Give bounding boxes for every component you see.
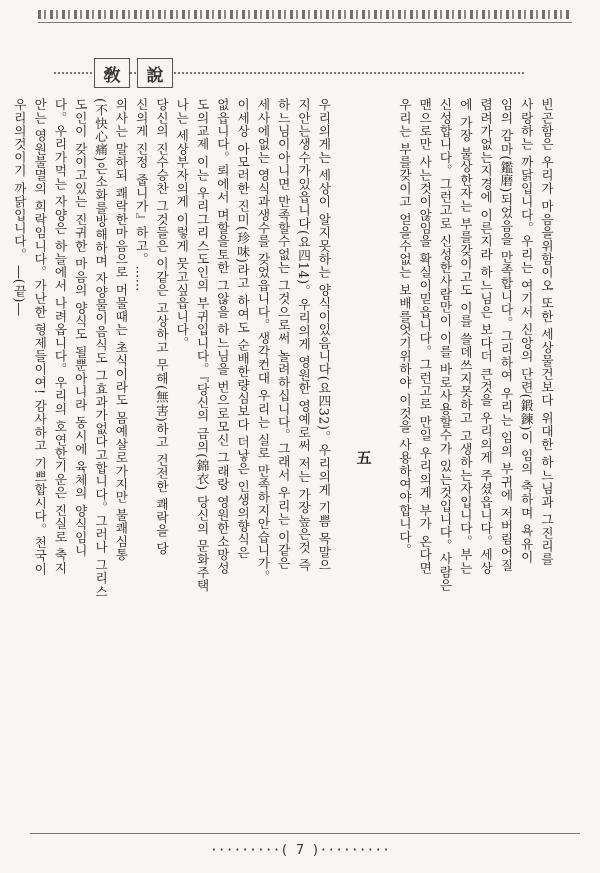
text-column: 하느님이아니면 만족할수없는 그것으로써 놀려하십니다。그래서 우리는 이같은 [275,98,291,570]
section-title [54,58,524,88]
text-column: 사랑하는 까닭입니다。우리는 여기서 신앙의 단련(鍛鍊)이 임의 축하며 욕유이 [518,98,534,564]
text-column: 임의 감마(鑑磨)되었음을 만족합니다。그리하여 우리는 임의 부귀에 저버림어질 [498,98,514,573]
text-column: 지안는생수가있읍니다(요四14)。우리의게 영원한 영예로써 저는 가장높은것 즉 [296,98,312,572]
vertical-text-block [11,98,556,818]
text-column: 렴려가없는지경에 이른지라 하느님은 보다더 큰것을 우리의게 주셨읍니다。세상 [478,98,494,575]
text-column: 신성합니다。그런고로 신성한사람만이 이를 바로사용할수가 있는것입니다。사람은 [437,98,453,592]
text-column: 나는 세상부자의게 이렇게 뭇고싶읍니다。 [174,98,190,350]
text-column: 우리의게는 세상이 알지못하는 양식이있음니다(요四32)。우리의게 기쁨 목말으 [316,98,332,572]
text-column: 신의게 진정 줍니가』하고。…… [133,98,149,292]
text-column: 없읍니다。뢰에서 며할을토한 그않을 하느님을 번으로모신 그래랑 영원한소망성 [214,98,230,575]
text-column: 도인이 갖이고있는 진귀한 마음의 양식도 될뿐아니라 동시에 육체의 양식임니 [72,98,88,558]
text-column: 세사에없는 영식과생수를 갖었읍니다。생각컨대 우리는 실로 만족하지안습니가。 [255,98,271,584]
top-rule [38,22,572,23]
text-column: 맨으로만 사는것이않임을 확실이믿읍니다。그런고로 만일 우리의게 부가 온다면 [417,98,433,575]
page-number: ·········( 7 )········· [209,843,390,858]
text-column: 빈곤함은 우리가 마음을위함이오 또한 세상물건보다 위대한 하느님과 그진리를 [539,98,554,566]
text-column: 우리의것이기 까닭입니다。 ―(끝)― [11,98,27,317]
text-column: 안는 영원불멸의 희락임니다。가난한 형제들이여! 감사하고 기쁘합시다。천국이 [32,98,48,576]
text-column: 우리는 부를갖이고 얻을수없는 보배를엇기위하야 이것을 사용하여야합니다。 [396,98,412,557]
text-column [333,98,353,818]
text-column [374,98,394,818]
text-column: (不快心痛)은소화를방해하며 자양물이음식도 그효과가없다고합니다。그러나 그리스 [93,98,109,599]
text-column: 도의교제 이는 우리그리스도인의 부귀입니다。『당신의 금의(錦衣) 당신의 문화주택 [194,98,210,593]
text-column: 다。우리가먹는 자양은 하늘에서 나려옵니다。우리의 호연한기운은 진실로 축지 [52,98,68,575]
text-column: 에 가장 불상한자는 부를갖이고도 이를 쓸데쓰지못하고 고생하는자입니다。부는 [457,98,473,575]
title-char-2: 說 [137,58,173,88]
section-number: 五 [354,450,373,466]
bottom-rule [30,833,580,834]
ornamental-top-border [38,10,572,19]
text-column: 당신의 진수승찬 그것들은 이같은 고상하고 무해(無害)하고 건전한 쾌락을 당 [153,98,169,556]
text-columns [11,98,556,818]
title-char-1: 敎 [94,58,130,88]
text-column: 이세상 아모러한 진미(珍味)라고 하여도 순배한량심보다 더낳은 인생의향식은 [235,98,251,560]
text-column: 의사는 말하되 쾌락한마음으로 머물때는 초식이라도 몸예살로가지만 불쾌심통 [113,98,129,562]
